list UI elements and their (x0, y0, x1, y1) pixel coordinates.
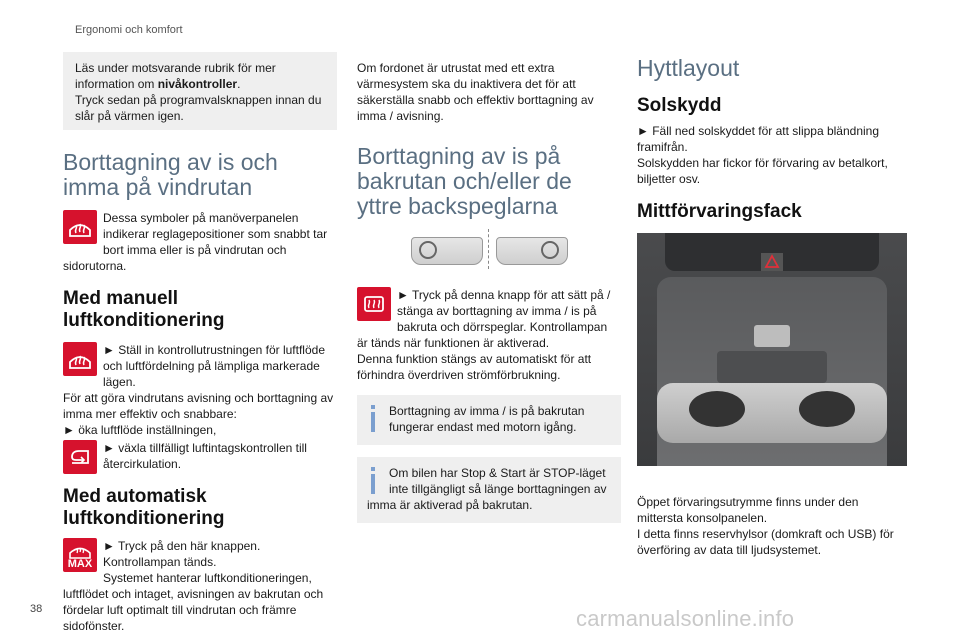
recirculation-icon (63, 440, 97, 474)
steering-wheel-icon (419, 241, 437, 259)
watermark: carmanualsonline.info (576, 606, 795, 631)
steering-wheel-icon (541, 241, 559, 259)
storage-tray (717, 351, 827, 383)
auto-text-2: Systemet hanterar luftkonditioneringen, luftflödet och intaget, avisningen av bakrutan och fördelar luft optimalt till vindrutan och främre sidofönster. (63, 571, 324, 633)
mirror-illustration (357, 229, 621, 279)
column-3 (637, 52, 902, 558)
manual-block (63, 342, 337, 472)
front-defrost-icon (63, 210, 97, 244)
info-text-stop-start: Om bilen har Stop & Start är STOP-läget inte tillgängligt så länge borttagningen av imma är aktiverad på bakrutan. (367, 466, 607, 512)
note-box (63, 52, 337, 130)
storage-text-2: I detta finns reservhylsor (domkraft och USB) för överföring av data till ljudsystemet. (637, 527, 894, 557)
storage-text-1: Öppet förvaringsutrymme finns under den mittersta konsolpanelen. (637, 495, 859, 525)
auto-step-1: ► Tryck på den här knappen. Kontrollampan tänds. (103, 539, 261, 569)
info-text-engine: Borttagning av imma / is på bakrutan fungerar endast med motorn igång. (389, 404, 585, 434)
sun-visor-step: ► Fäll ned solskyddet för att slippa bländning framifrån. (637, 124, 880, 154)
rear-defrost-text: Denna funktion stängs av automatiskt för att förhindra överdriven strömförbrukning. (357, 352, 592, 382)
sun-visor-text: Solskydden har fickor för förvaring av betalkort, biljetter osv. (637, 156, 888, 186)
manual-step-4: ► växla tillfälligt luftintagskontrollen till återcirkulation. (103, 441, 307, 471)
info-box-stop-start (357, 457, 621, 523)
manual-step-3: ► öka luftflöde inställningen, (63, 423, 217, 437)
heading-cabin-layout: Hyttlayout (637, 55, 740, 81)
column-2 (357, 52, 621, 523)
auto-block (63, 538, 337, 634)
defrost-block (63, 210, 337, 274)
heading-rear-defrost: Borttagning av is på bakrutan och/eller de yttre backspeglarna (357, 143, 572, 219)
hazard-icon (761, 253, 783, 271)
note-text-2: Tryck sedan på programvalsknappen innan du slår på värmen igen. (75, 93, 322, 123)
usb-port (754, 325, 790, 347)
info-icon (367, 467, 381, 495)
front-defrost-icon (63, 342, 97, 376)
defrost-text: Dessa symboler på manöverpanelen indikerar reglagepositioner som snabbt tar bort imma eller is på vindrutan och sidorutorna. (63, 211, 328, 273)
extra-heater-text: Om fordonet är utrustat med ett extra värmesystem ska du inaktivera det för att säkerställa snabb och effektiv borttagning av imma / avisning. (357, 61, 594, 123)
column-1 (63, 52, 337, 634)
rear-defrost-block (357, 287, 621, 383)
note-text-1: Läs under motsvarande rubrik för mer information om nivåkontroller. (75, 61, 276, 91)
rear-defrost-step: ► Tryck på denna knapp för att sätt på / stänga av borttagning av imma / is på bakruta och dörrspeglar. Kontrollampan är tänds när funktionen är aktiverad. (357, 288, 611, 350)
hazard-button (761, 253, 783, 271)
manual-text-2: För att göra vindrutans avisning och borttagning av imma mer effektiv och snabbare: (63, 391, 334, 421)
manual-step-1: ► Ställ in kontrollutrustningen för luftflöde och luftfördelning på lämpliga markerade lägen. (103, 343, 325, 389)
rear-defrost-icon (357, 287, 391, 321)
divider (488, 229, 490, 269)
heading-windscreen-defrost: Borttagning av is och imma på vindrutan (63, 149, 278, 200)
info-box-engine (357, 395, 621, 445)
heading-manual-ac: Med manuell luftkonditionering (63, 288, 225, 331)
cupholder-right (799, 391, 855, 427)
max-label: MAX (67, 557, 93, 570)
page-number: 38 (30, 603, 43, 615)
running-header: Ergonomi och komfort (75, 24, 183, 36)
cupholder-left (689, 391, 745, 427)
heading-sun-visor: Solskydd (637, 95, 722, 116)
info-icon (367, 405, 381, 433)
heading-center-storage: Mittförvaringsfack (637, 201, 802, 222)
heading-auto-ac: Med automatisk luftkonditionering (63, 486, 225, 529)
max-defrost-icon (63, 538, 97, 572)
center-console-photo (637, 233, 907, 466)
